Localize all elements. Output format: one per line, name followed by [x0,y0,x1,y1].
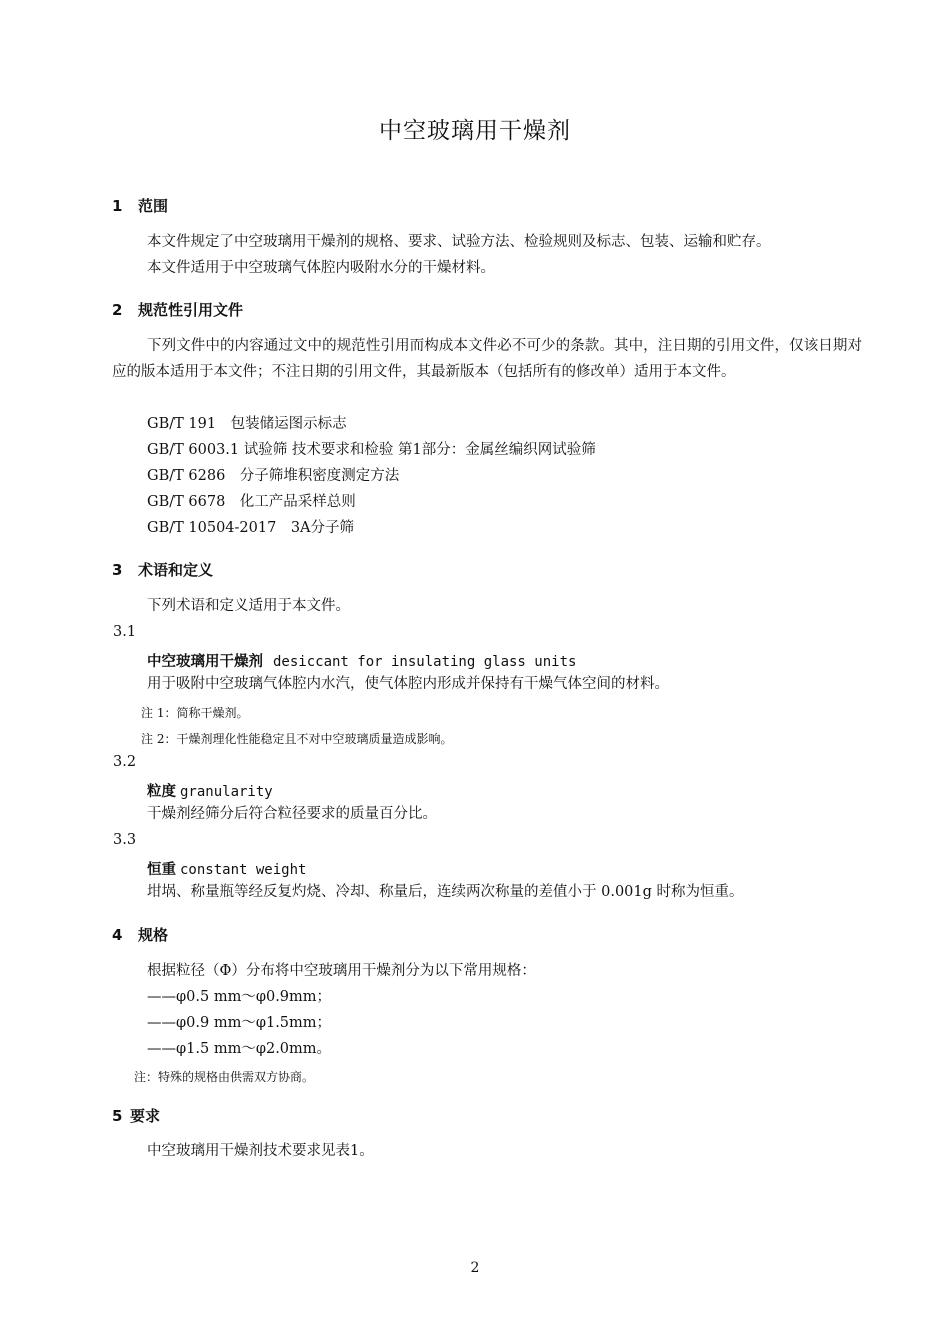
term-3-2-definition: 干燥剂经筛分后符合粒径要求的质量百分比。 [147,806,437,822]
scope-paragraph-2: 本文件适用于中空玻璃气体腔内吸附水分的干燥材料。 [147,260,495,276]
section-title: 规格 [138,926,169,944]
section-1-heading [112,195,168,216]
section-number: 5 [112,1107,123,1125]
reference-item: GB/T 6003.1 试验筛 技术要求和检验 第1部分：金属丝编织网试验筛 [147,442,596,458]
section-title: 规范性引用文件 [138,301,244,319]
section-5-heading [112,1105,160,1126]
term-chinese: 粒度 [147,784,176,800]
page-number: 2 [470,1260,480,1276]
term-3-3-definition: 坩埚、称量瓶等经反复灼烧、冷却、称量后，连续两次称量的差值小于 0.001g 时称为恒重。 [147,884,744,900]
spec-item: ——φ0.5 mm～φ0.9mm； [147,989,332,1005]
term-english: granularity [180,784,273,800]
reference-item: GB/T 191 包装储运图示标志 [147,416,347,432]
term-3-1-definition: 用于吸附中空玻璃气体腔内水汽，使气体腔内形成并保持有干燥气体空间的材料。 [147,676,669,692]
term-3-1-note-2: 注 2：干燥剂理化性能稳定且不对中空玻璃质量造成影响。 [141,732,453,746]
term-3-1-number: 3.1 [113,624,137,640]
term-3-3-number: 3.3 [113,832,137,848]
section-number: 4 [112,926,123,944]
specs-note: 注：特殊的规格由供需双方协商。 [134,1070,315,1084]
term-3-2-heading [147,780,273,801]
section-title: 范围 [138,197,169,215]
section-2-heading [112,299,243,320]
term-3-3-heading [147,858,306,879]
specs-intro: 根据粒径（Φ）分布将中空玻璃用干燥剂分为以下常用规格： [147,963,536,979]
term-3-1-heading [147,650,576,671]
section-4-heading [112,924,168,945]
reference-item: GB/T 10504-2017 3A分子筛 [147,520,355,536]
terms-intro: 下列术语和定义适用于本文件。 [147,598,350,614]
refs-intro-paragraph: 下列文件中的内容通过文中的规范性引用而构成本文件必不可少的条款。其中，注日期的引用文件，仅该日期对应的版本适用于本文件；不注日期的引用文件，其最新版本（包括所有的修改单）适用于本文件。 [112,338,862,380]
section-number: 3 [112,561,123,579]
section-3-heading [112,559,213,580]
document-title: 中空玻璃用干燥剂 [379,118,571,144]
term-3-1-note-1: 注 1：简称干燥剂。 [141,706,249,720]
section-number: 1 [112,197,123,215]
scope-paragraph-1: 本文件规定了中空玻璃用干燥剂的规格、要求、试验方法、检验规则及标志、包装、运输和贮存。 [147,234,771,250]
reference-item: GB/T 6678 化工产品采样总则 [147,494,356,510]
requirements-text: 中空玻璃用干燥剂技术要求见表1。 [147,1143,374,1159]
spec-item: ——φ0.9 mm～φ1.5mm； [147,1015,332,1031]
term-english: desiccant for insulating glass units [273,654,577,670]
term-chinese: 中空玻璃用干燥剂 [147,654,263,670]
section-title: 要求 [130,1107,161,1125]
term-3-2-number: 3.2 [113,754,137,770]
section-title: 术语和定义 [138,561,214,579]
spec-item: ——φ1.5 mm～φ2.0mm。 [147,1041,332,1057]
section-number: 2 [112,301,123,319]
reference-item: GB/T 6286 分子筛堆积密度测定方法 [147,468,400,484]
term-english: constant weight [180,862,307,878]
term-chinese: 恒重 [147,862,176,878]
